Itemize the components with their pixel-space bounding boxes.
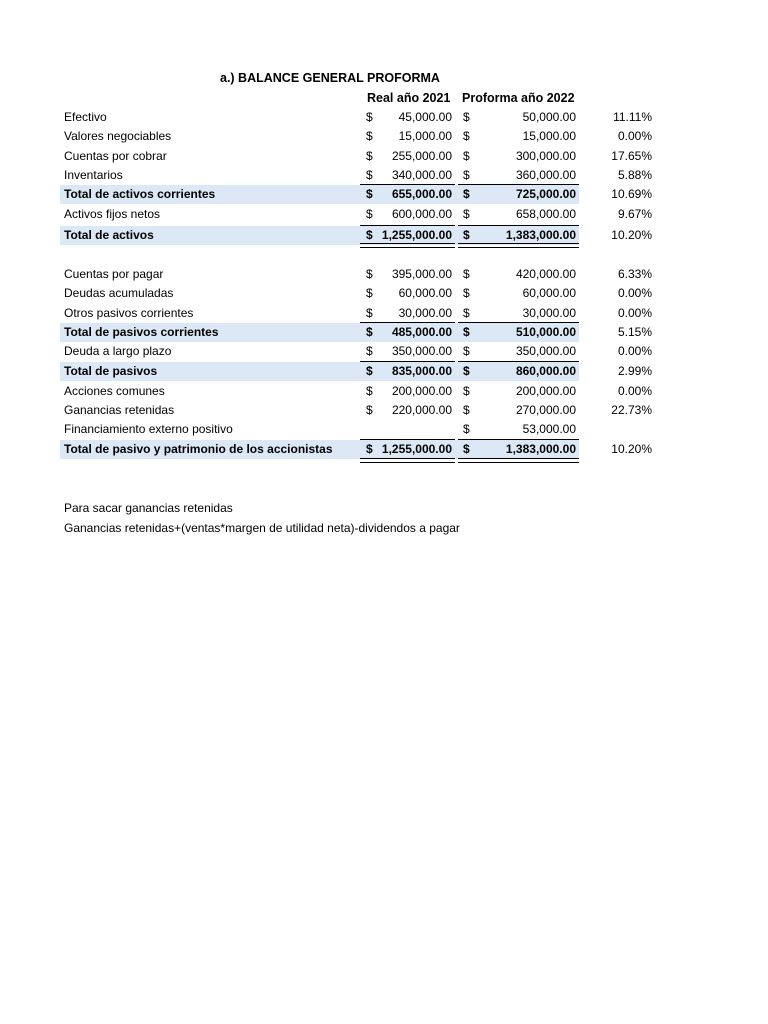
currency-symbol: $ xyxy=(463,129,470,143)
value-2021: 45,000.00 xyxy=(398,110,452,124)
percent-change: 5.88% xyxy=(617,168,652,182)
value-2021: 200,000.00 xyxy=(391,384,452,398)
percent-change: 17.65% xyxy=(611,149,652,163)
currency-symbol: $ xyxy=(463,286,470,300)
table-row xyxy=(60,265,660,284)
percent-change: 0.00% xyxy=(617,344,652,358)
currency-symbol: $ xyxy=(463,228,470,242)
table-row xyxy=(60,147,660,166)
row-label: Efectivo xyxy=(64,110,107,124)
note-line: Ganancias retenidas+(ventas*margen de utilidad neta)-dividendos a pagar xyxy=(64,521,460,535)
value-2022: 50,000.00 xyxy=(522,110,576,124)
note-line: Para sacar ganancias retenidas xyxy=(64,501,233,515)
value-2022: 510,000.00 xyxy=(515,325,576,339)
currency-symbol: $ xyxy=(463,325,470,339)
percent-change: 6.33% xyxy=(617,267,652,281)
currency-symbol: $ xyxy=(366,149,373,163)
value-2021: 220,000.00 xyxy=(391,403,452,417)
currency-symbol: $ xyxy=(463,187,470,201)
table-row xyxy=(60,304,660,323)
value-2021: 835,000.00 xyxy=(391,364,452,378)
value-2021: 395,000.00 xyxy=(391,267,452,281)
table-row-total xyxy=(60,440,660,459)
total-double-underline xyxy=(360,458,455,463)
percent-change: 0.00% xyxy=(617,384,652,398)
total-double-underline xyxy=(458,243,579,248)
currency-symbol: $ xyxy=(463,306,470,320)
currency-symbol: $ xyxy=(463,384,470,398)
value-2022: 658,000.00 xyxy=(515,207,576,221)
value-2022: 725,000.00 xyxy=(515,187,576,201)
currency-symbol: $ xyxy=(366,325,373,339)
row-label: Cuentas por cobrar xyxy=(64,149,167,163)
currency-symbol: $ xyxy=(463,442,470,456)
currency-symbol: $ xyxy=(366,187,373,201)
row-label: Valores negociables xyxy=(64,129,172,143)
value-2022: 200,000.00 xyxy=(515,384,576,398)
percent-change: 11.11% xyxy=(613,110,652,124)
value-2022: 30,000.00 xyxy=(522,306,576,320)
table-row xyxy=(60,382,660,401)
value-2021: 1,255,000.00 xyxy=(381,228,452,242)
column-header-proforma-2022: Proforma año 2022 xyxy=(462,91,575,105)
currency-symbol: $ xyxy=(366,267,373,281)
value-2021: 15,000.00 xyxy=(398,129,452,143)
row-label: Total de activos corrientes xyxy=(64,187,216,201)
total-double-underline xyxy=(458,458,579,463)
table-row xyxy=(60,342,660,361)
table-row-total xyxy=(60,185,660,204)
percent-change: 9.67% xyxy=(617,207,652,221)
row-label: Activos fijos netos xyxy=(64,207,161,221)
currency-symbol: $ xyxy=(463,267,470,281)
value-2022: 270,000.00 xyxy=(515,403,576,417)
currency-symbol: $ xyxy=(366,168,373,182)
value-2022: 360,000.00 xyxy=(515,168,576,182)
value-2022: 15,000.00 xyxy=(522,129,576,143)
value-2021: 340,000.00 xyxy=(391,168,452,182)
table-row xyxy=(60,420,660,439)
value-2022: 53,000.00 xyxy=(522,422,576,436)
row-label: Total de activos xyxy=(64,228,154,242)
table-row xyxy=(60,127,660,146)
table-row-total xyxy=(60,323,660,342)
currency-symbol: $ xyxy=(366,384,373,398)
row-label: Total de pasivos corrientes xyxy=(64,325,219,339)
value-2022: 860,000.00 xyxy=(515,364,576,378)
table-row-total xyxy=(60,362,660,381)
table-row xyxy=(60,401,660,420)
currency-symbol: $ xyxy=(366,129,373,143)
value-2022: 300,000.00 xyxy=(515,149,576,163)
value-2021: 655,000.00 xyxy=(391,187,452,201)
currency-symbol: $ xyxy=(366,364,373,378)
value-2021: 1,255,000.00 xyxy=(381,442,452,456)
value-2022: 1,383,000.00 xyxy=(505,228,576,242)
percent-change: 22.73% xyxy=(611,403,652,417)
currency-symbol: $ xyxy=(463,110,470,124)
table-row xyxy=(60,108,660,127)
currency-symbol: $ xyxy=(463,344,470,358)
percent-change: 0.00% xyxy=(617,129,652,143)
row-label: Cuentas por pagar xyxy=(64,267,164,281)
percent-change: 5.15% xyxy=(617,325,652,339)
row-label: Acciones comunes xyxy=(64,384,165,398)
value-2021: 60,000.00 xyxy=(398,286,452,300)
currency-symbol: $ xyxy=(366,442,373,456)
percent-change: 0.00% xyxy=(617,306,652,320)
row-label: Total de pasivo y patrimonio de los accionistas xyxy=(64,442,333,456)
row-label: Inventarios xyxy=(64,168,123,182)
percent-change: 10.20% xyxy=(611,442,652,456)
currency-symbol: $ xyxy=(366,306,373,320)
row-label: Deudas acumuladas xyxy=(64,286,174,300)
value-2021: 600,000.00 xyxy=(391,207,452,221)
currency-symbol: $ xyxy=(366,207,373,221)
currency-symbol: $ xyxy=(463,207,470,221)
value-2021: 350,000.00 xyxy=(391,344,452,358)
currency-symbol: $ xyxy=(366,403,373,417)
table-row xyxy=(60,205,660,224)
currency-symbol: $ xyxy=(463,364,470,378)
currency-symbol: $ xyxy=(366,110,373,124)
currency-symbol: $ xyxy=(366,344,373,358)
value-2022: 60,000.00 xyxy=(522,286,576,300)
currency-symbol: $ xyxy=(463,403,470,417)
percent-change: 0.00% xyxy=(617,286,652,300)
row-label: Otros pasivos corrientes xyxy=(64,306,194,320)
currency-symbol: $ xyxy=(366,286,373,300)
sheet-title: a.) BALANCE GENERAL PROFORMA xyxy=(220,71,440,85)
currency-symbol: $ xyxy=(463,149,470,163)
row-label: Total de pasivos xyxy=(64,364,158,378)
total-double-underline xyxy=(360,243,455,248)
percent-change: 10.20% xyxy=(611,228,652,242)
value-2021: 255,000.00 xyxy=(391,149,452,163)
table-row xyxy=(60,166,660,185)
value-2022: 1,383,000.00 xyxy=(505,442,576,456)
table-row xyxy=(60,284,660,303)
row-label: Ganancias retenidas xyxy=(64,403,175,417)
currency-symbol: $ xyxy=(366,228,373,242)
column-header-real-2021: Real año 2021 xyxy=(367,91,451,105)
row-label: Deuda a largo plazo xyxy=(64,344,172,358)
percent-change: 2.99% xyxy=(617,364,652,378)
value-2021: 485,000.00 xyxy=(391,325,452,339)
percent-change: 10.69% xyxy=(611,187,652,201)
row-label: Financiamiento externo positivo xyxy=(64,422,233,436)
value-2022: 420,000.00 xyxy=(515,267,576,281)
currency-symbol: $ xyxy=(463,168,470,182)
value-2022: 350,000.00 xyxy=(515,344,576,358)
value-2021: 30,000.00 xyxy=(398,306,452,320)
currency-symbol: $ xyxy=(463,422,470,436)
